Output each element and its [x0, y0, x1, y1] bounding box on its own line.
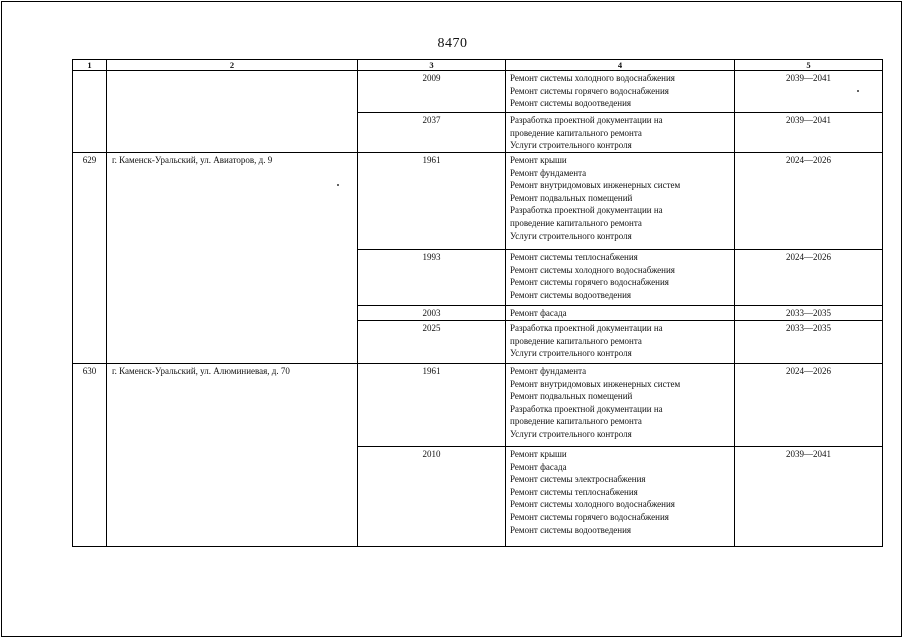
work-item: Ремонт системы водоотведения: [510, 289, 632, 300]
column-header: 1: [73, 60, 107, 71]
work-item: Разработка проектной документации на: [510, 205, 663, 216]
address-cell: г. Каменск-Уральский, ул. Алюминиевая, д. 70: [107, 364, 358, 547]
period-cell: 2024—2026: [735, 153, 883, 250]
works-cell: [506, 250, 735, 306]
work-item: Услуги строительного контроля: [510, 140, 632, 151]
work-item: Ремонт системы холодного водоснабжения: [510, 73, 675, 83]
work-item: Ремонт системы холодного водоснабжения: [510, 264, 675, 275]
work-item: Ремонт фасада: [510, 461, 567, 472]
period-cell: 2039—2041: [735, 71, 883, 113]
work-item: Ремонт фасада: [510, 308, 567, 318]
works-cell: [506, 153, 735, 250]
table-row: [73, 364, 883, 447]
works-cell: [506, 113, 735, 153]
table-row: [73, 71, 883, 113]
work-item: Ремонт подвальных помещений: [510, 192, 633, 203]
row-number: [73, 71, 107, 153]
column-header: 4: [506, 60, 735, 71]
works-cell: [506, 447, 735, 547]
work-item: проведение капитального ремонта: [510, 416, 642, 427]
work-item: Ремонт системы холодного водоснабжения: [510, 499, 675, 510]
address-cell: [107, 71, 358, 153]
work-item: Разработка проектной документации на: [510, 115, 663, 125]
works-cell: [506, 321, 735, 364]
period-cell: 2033—2035: [735, 306, 883, 321]
column-header: 3: [358, 60, 506, 71]
works-cell: [506, 364, 735, 447]
work-item: Ремонт системы горячего водоснабжения: [510, 511, 669, 522]
work-item: проведение капитального ремонта: [510, 127, 642, 138]
capital-repair-table: [72, 59, 883, 547]
page-number: 8470: [437, 36, 468, 51]
work-item: Разработка проектной документации на: [510, 323, 663, 333]
work-item: Ремонт системы водоотведения: [510, 98, 632, 109]
work-item: проведение капитального ремонта: [510, 335, 642, 346]
work-item: Ремонт внутридомовых инженерных систем: [510, 180, 681, 191]
work-item: Ремонт крыши: [510, 155, 567, 165]
row-number: 629: [73, 153, 107, 364]
period-cell: 2024—2026: [735, 250, 883, 306]
works-cell: [506, 306, 735, 321]
period-cell: 2039—2041: [735, 113, 883, 153]
work-item: проведение капитального ремонта: [510, 217, 642, 228]
work-item: Услуги строительного контроля: [510, 230, 632, 241]
row-number: 630: [73, 364, 107, 547]
work-item: Ремонт системы теплоснабжения: [510, 252, 638, 262]
period-cell: 2024—2026: [735, 364, 883, 447]
period-cell: 2039—2041: [735, 447, 883, 547]
year-cell: 2009: [358, 71, 506, 113]
work-item: Ремонт фундамента: [510, 167, 587, 178]
address-cell: г. Каменск-Уральский, ул. Авиаторов, д. 9: [107, 153, 358, 364]
work-item: Услуги строительного контроля: [510, 348, 632, 359]
work-item: Ремонт системы теплоснабжения: [510, 486, 638, 497]
work-item: Ремонт крыши: [510, 449, 567, 459]
work-item: Ремонт внутридомовых инженерных систем: [510, 378, 681, 389]
year-cell: 2010: [358, 447, 506, 547]
work-item: Ремонт системы горячего водоснабжения: [510, 85, 669, 96]
work-item: Услуги строительного контроля: [510, 428, 632, 439]
year-cell: 1961: [358, 153, 506, 250]
works-cell: [506, 71, 735, 113]
work-item: Ремонт системы электроснабжения: [510, 474, 646, 485]
work-item: Ремонт подвальных помещений: [510, 391, 633, 402]
work-item: Ремонт фундамента: [510, 366, 587, 376]
table-row: [73, 153, 883, 250]
year-cell: 2025: [358, 321, 506, 364]
year-cell: 2003: [358, 306, 506, 321]
year-cell: 2037: [358, 113, 506, 153]
work-item: Разработка проектной документации на: [510, 403, 663, 414]
year-cell: 1961: [358, 364, 506, 447]
work-item: Ремонт системы горячего водоснабжения: [510, 277, 669, 288]
column-header: 5: [735, 60, 883, 71]
table-header-row: [73, 60, 883, 71]
year-cell: 1993: [358, 250, 506, 306]
column-header: 2: [107, 60, 358, 71]
work-item: Ремонт системы водоотведения: [510, 524, 632, 535]
period-cell: 2033—2035: [735, 321, 883, 364]
